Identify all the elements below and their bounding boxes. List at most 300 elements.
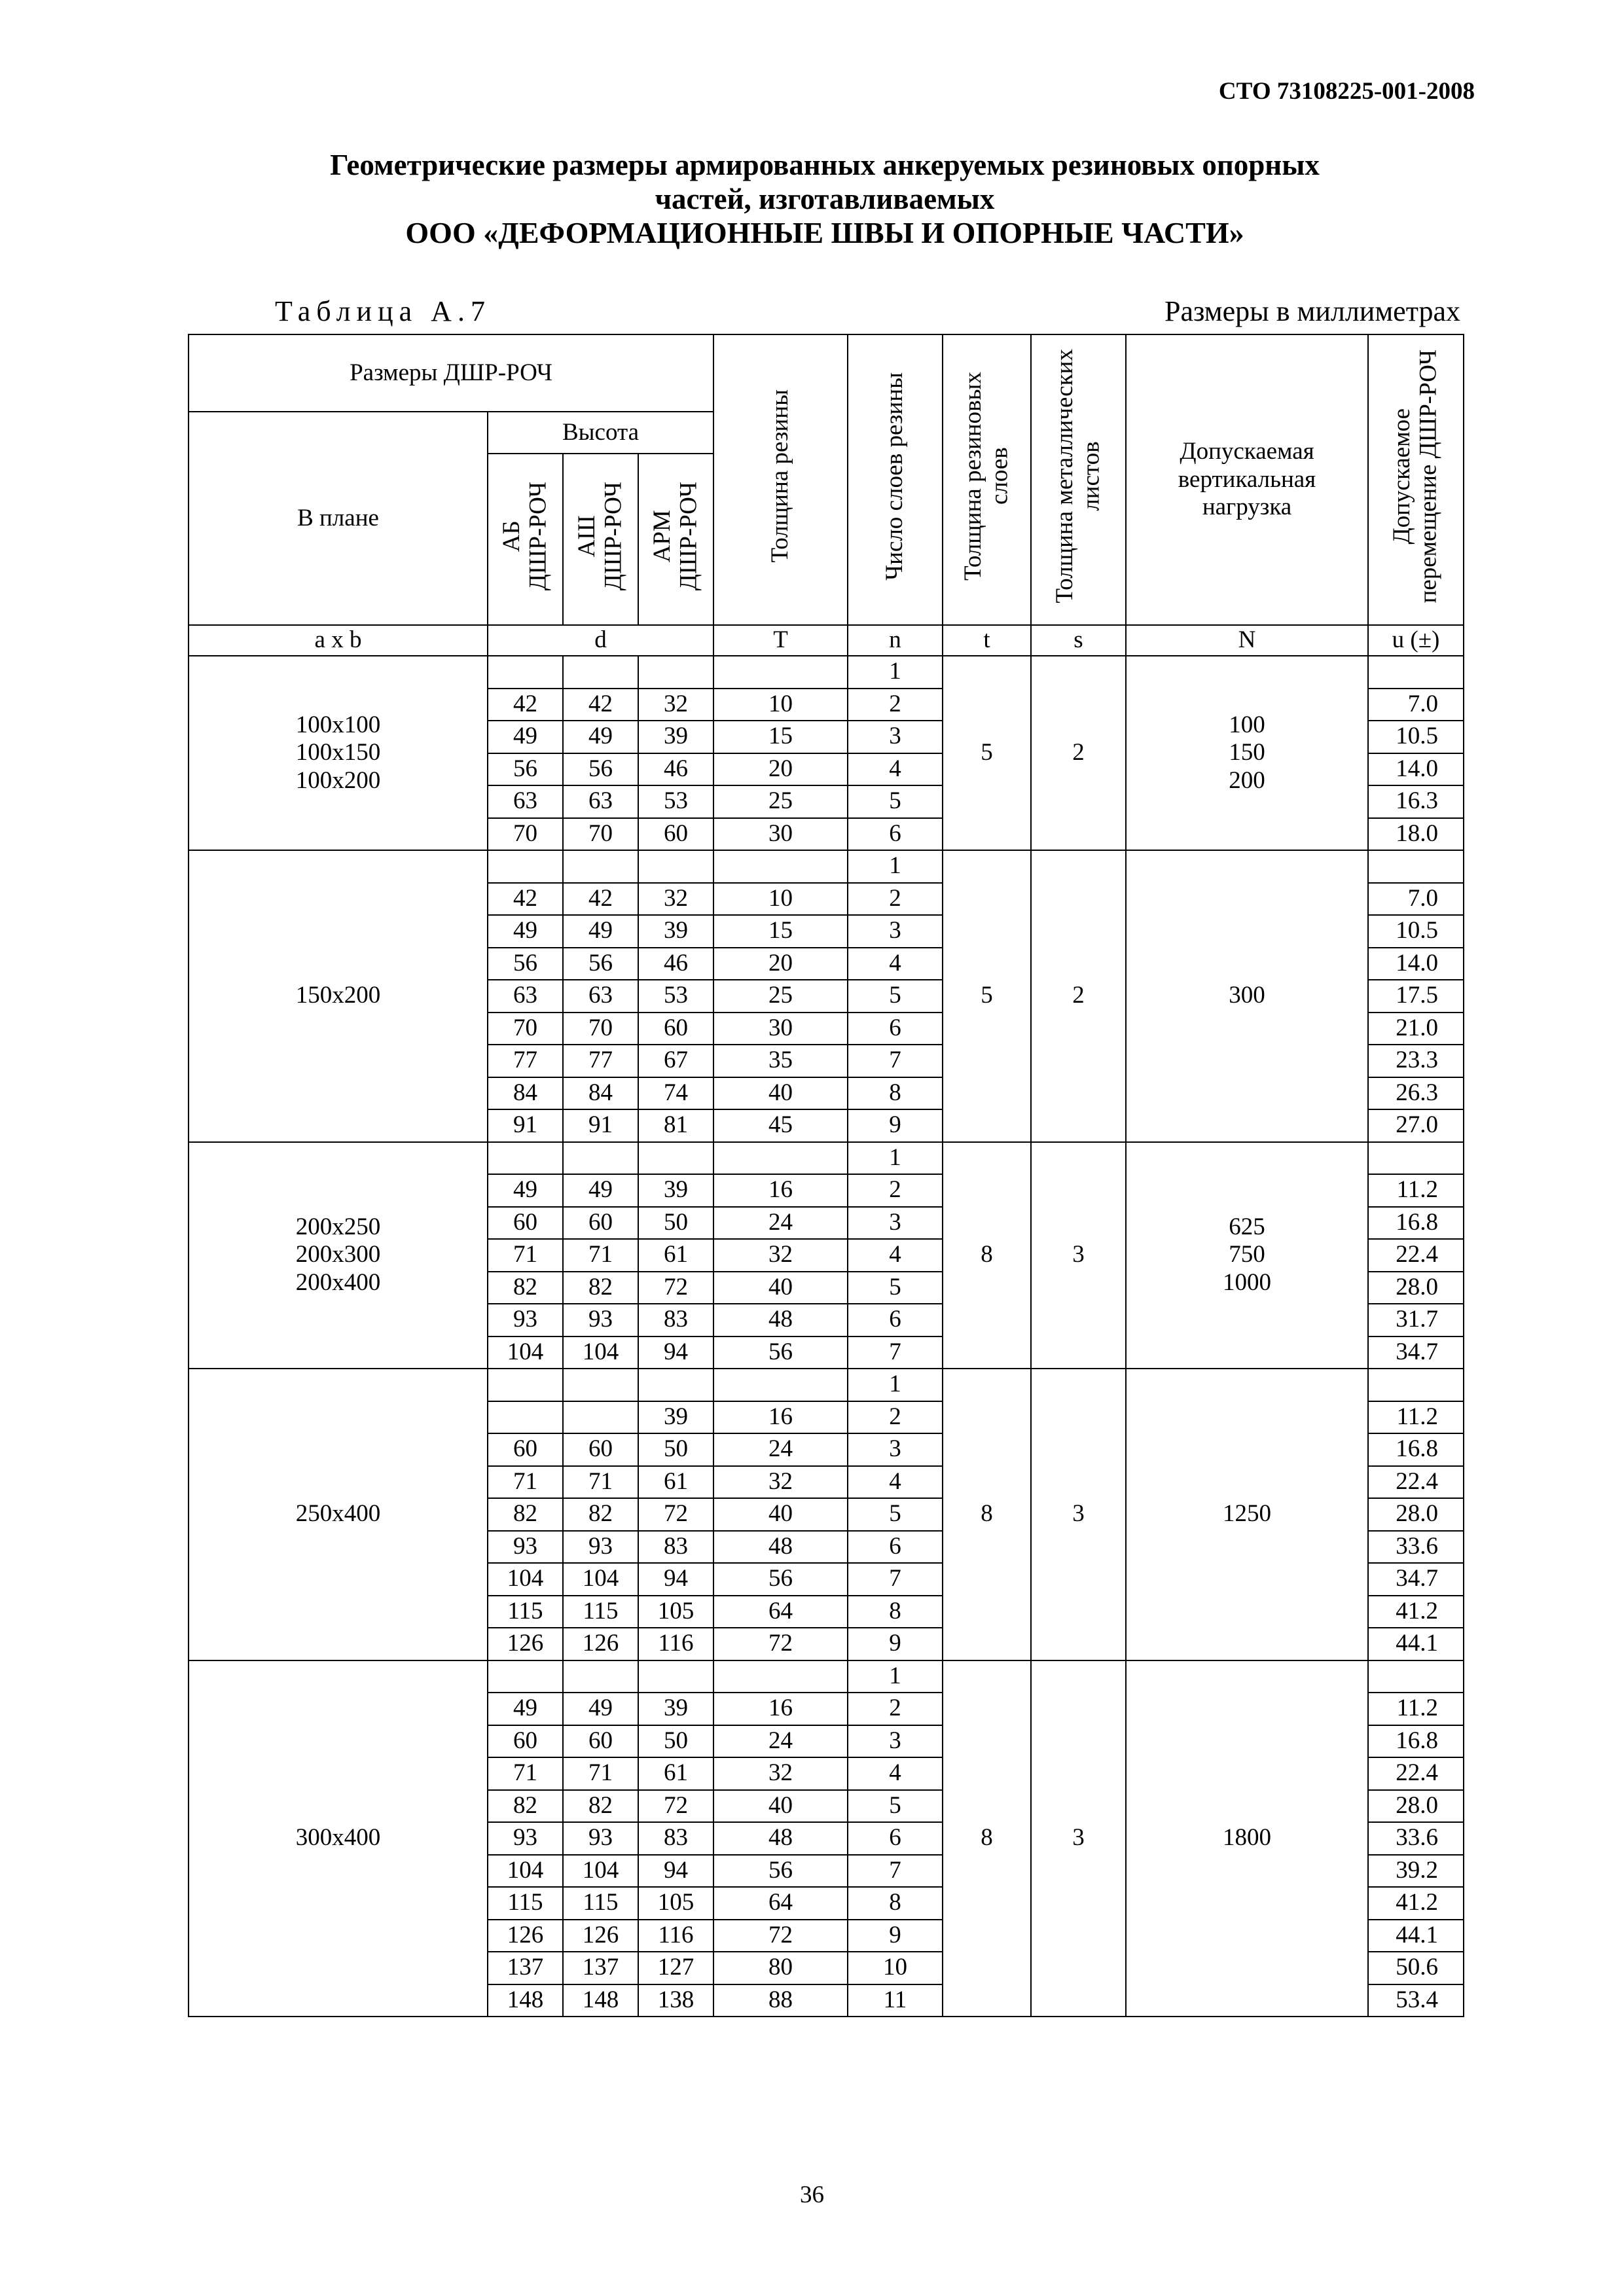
header-vertical-load-line-3: нагрузка: [1202, 493, 1292, 521]
rubber-thickness-cell: 40: [713, 1498, 848, 1531]
header-rubber-thickness: [713, 334, 848, 625]
height-arm-cell: [638, 656, 713, 689]
header-rubber-thickness-text: Толщина резины: [767, 389, 794, 563]
height-ab-cell: [488, 1142, 563, 1175]
height-ab-cell: 104: [488, 1855, 563, 1888]
displacement-cell: 33.6: [1368, 1531, 1464, 1564]
height-ash-cell: 60: [563, 1725, 638, 1758]
height-ash-cell: 49: [563, 1174, 638, 1207]
height-arm-cell: 116: [638, 1920, 713, 1952]
height-ash-cell: 70: [563, 818, 638, 851]
rubber-thickness-cell: [713, 1142, 848, 1175]
header-height-ash: [563, 454, 638, 625]
height-arm-cell: 105: [638, 1596, 713, 1628]
rubber-thickness-cell: 48: [713, 1304, 848, 1336]
rubber-thickness-cell: 32: [713, 1466, 848, 1499]
layer-count-cell: 2: [848, 1693, 943, 1725]
header-metal-thickness: [1031, 334, 1126, 625]
height-ash-cell: 104: [563, 1336, 638, 1369]
displacement-cell: 44.1: [1368, 1920, 1464, 1952]
displacement-cell: 39.2: [1368, 1855, 1464, 1888]
height-ab-cell: 60: [488, 1433, 563, 1466]
plan-size-cell-line: 100x100: [295, 711, 381, 738]
rubber-thickness-cell: 15: [713, 721, 848, 753]
displacement-cell: 16.8: [1368, 1433, 1464, 1466]
height-arm-cell: 72: [638, 1790, 713, 1823]
header-displacement-line-2: перемещение ДШР-РОЧ: [1415, 349, 1442, 603]
height-ab-cell: 60: [488, 1207, 563, 1240]
height-ash-cell: 63: [563, 980, 638, 1013]
height-ash-cell: 104: [563, 1563, 638, 1596]
rubber-thickness-cell: 20: [713, 753, 848, 786]
height-ab-cell: [488, 1401, 563, 1434]
height-ab-cell: [488, 1660, 563, 1693]
rubber-thickness-cell: [713, 1369, 848, 1401]
height-ab-cell: 49: [488, 721, 563, 753]
rubber-thickness-cell: 56: [713, 1563, 848, 1596]
displacement-cell: 11.2: [1368, 1174, 1464, 1207]
layer-thickness-cell: 8: [943, 1660, 1031, 2017]
height-arm-cell: 39: [638, 721, 713, 753]
layer-thickness-cell: 5: [943, 656, 1031, 850]
header-in-plan: В плане: [189, 412, 488, 625]
title-line-3: ООО «ДЕФОРМАЦИОННЫЕ ШВЫ И ОПОРНЫЕ ЧАСТИ»: [405, 216, 1244, 249]
rubber-thickness-cell: 30: [713, 818, 848, 851]
table-label: Таблица А.7: [275, 295, 491, 327]
title-line-2: частей, изготавливаемых: [655, 183, 995, 215]
symbol-N: N: [1126, 625, 1368, 656]
header-layer-count: [848, 334, 943, 625]
table-row: [189, 1142, 1464, 1175]
height-arm-cell: 50: [638, 1433, 713, 1466]
displacement-cell: 14.0: [1368, 948, 1464, 980]
header-metal-thickness-text: [1052, 349, 1105, 603]
height-ash-cell: 126: [563, 1628, 638, 1660]
displacement-cell: 17.5: [1368, 980, 1464, 1013]
table-row: [189, 1660, 1464, 1693]
displacement-cell: 27.0: [1368, 1109, 1464, 1142]
header-height-arm-text: [649, 482, 702, 590]
displacement-cell: 16.3: [1368, 785, 1464, 818]
symbol-s: s: [1031, 625, 1126, 656]
height-arm-cell: 32: [638, 883, 713, 916]
height-ash-cell: 115: [563, 1887, 638, 1920]
symbol-axb: a x b: [189, 625, 488, 656]
displacement-cell: [1368, 1369, 1464, 1401]
displacement-cell: 22.4: [1368, 1757, 1464, 1790]
rubber-thickness-cell: 40: [713, 1790, 848, 1823]
height-arm-cell: 50: [638, 1725, 713, 1758]
height-ab-cell: 126: [488, 1920, 563, 1952]
displacement-cell: 41.2: [1368, 1887, 1464, 1920]
header-height-ash-text: [574, 482, 627, 590]
document-title: [183, 148, 1466, 250]
vertical-load-cell-line: 300: [1229, 982, 1265, 1009]
layer-count-cell: 7: [848, 1563, 943, 1596]
header-layer-thickness-text: [960, 372, 1013, 581]
height-ash-cell: 82: [563, 1498, 638, 1531]
vertical-load-cell-line: 100: [1229, 711, 1265, 738]
height-arm-cell: 105: [638, 1887, 713, 1920]
layer-count-cell: 6: [848, 1304, 943, 1336]
header-height-arm-line-2: ДШР-РОЧ: [675, 481, 702, 590]
height-arm-cell: 50: [638, 1207, 713, 1240]
height-ash-cell: 60: [563, 1433, 638, 1466]
layer-count-cell: 10: [848, 1952, 943, 1984]
rubber-thickness-cell: 20: [713, 948, 848, 980]
layer-count-cell: 5: [848, 980, 943, 1013]
header-metal-thickness-line-2: листов: [1077, 441, 1105, 511]
rubber-thickness-cell: 72: [713, 1628, 848, 1660]
displacement-cell: 7.0: [1368, 689, 1464, 721]
vertical-load-cell-line: 1800: [1223, 1824, 1271, 1852]
height-ash-cell: 93: [563, 1531, 638, 1564]
header-height-ash-line-2: ДШР-РОЧ: [600, 481, 627, 590]
layer-count-cell: 6: [848, 1531, 943, 1564]
header-displacement: [1368, 334, 1464, 625]
header-vertical-load-line-1: Допускаемая: [1180, 438, 1314, 465]
displacement-cell: [1368, 850, 1464, 883]
vertical-load-cell-line: 200: [1229, 766, 1265, 794]
height-arm-cell: [638, 1142, 713, 1175]
displacement-cell: 26.3: [1368, 1077, 1464, 1110]
height-arm-cell: 61: [638, 1239, 713, 1272]
layer-count-cell: 1: [848, 850, 943, 883]
height-ab-cell: 49: [488, 1174, 563, 1207]
layer-count-cell: 2: [848, 883, 943, 916]
vertical-load-cell: [1126, 656, 1368, 850]
height-ab-cell: 56: [488, 753, 563, 786]
height-ash-cell: 42: [563, 883, 638, 916]
height-arm-cell: 39: [638, 1693, 713, 1725]
header-height-arm-line-1: АРМ: [648, 509, 676, 562]
layer-count-cell: 5: [848, 785, 943, 818]
vertical-load-cell-line: 150: [1229, 739, 1265, 766]
rubber-thickness-cell: 25: [713, 980, 848, 1013]
header-height-group: Высота: [488, 412, 713, 454]
layer-count-cell: 8: [848, 1887, 943, 1920]
header-dims-group: Размеры ДШР-РОЧ: [189, 334, 713, 412]
symbol-n: n: [848, 625, 943, 656]
rubber-thickness-cell: [713, 656, 848, 689]
height-ash-cell: 104: [563, 1855, 638, 1888]
header-height-ab-line-2: ДШР-РОЧ: [524, 481, 552, 590]
layer-count-cell: 7: [848, 1855, 943, 1888]
height-arm-cell: 46: [638, 948, 713, 980]
height-arm-cell: 83: [638, 1304, 713, 1336]
height-ab-cell: 70: [488, 818, 563, 851]
height-ab-cell: 82: [488, 1498, 563, 1531]
height-arm-cell: 60: [638, 818, 713, 851]
displacement-cell: 41.2: [1368, 1596, 1464, 1628]
plan-size-cell: [189, 850, 488, 1142]
table-row: [189, 1369, 1464, 1401]
height-arm-cell: 74: [638, 1077, 713, 1110]
height-ash-cell: 71: [563, 1239, 638, 1272]
height-ash-cell: 49: [563, 1693, 638, 1725]
header-height-ab-text: [499, 482, 552, 590]
height-ab-cell: 104: [488, 1336, 563, 1369]
height-ab-cell: 71: [488, 1757, 563, 1790]
layer-count-cell: 3: [848, 721, 943, 753]
height-ab-cell: 42: [488, 689, 563, 721]
height-ash-cell: 49: [563, 915, 638, 948]
rubber-thickness-cell: 24: [713, 1433, 848, 1466]
rubber-thickness-cell: 32: [713, 1757, 848, 1790]
height-arm-cell: 116: [638, 1628, 713, 1660]
layer-count-cell: 4: [848, 1466, 943, 1499]
displacement-cell: 28.0: [1368, 1498, 1464, 1531]
displacement-cell: [1368, 656, 1464, 689]
height-ab-cell: 71: [488, 1239, 563, 1272]
rubber-thickness-cell: 80: [713, 1952, 848, 1984]
displacement-cell: 33.6: [1368, 1822, 1464, 1855]
height-ab-cell: 82: [488, 1790, 563, 1823]
rubber-thickness-cell: 88: [713, 1984, 848, 2017]
layer-count-cell: 7: [848, 1045, 943, 1077]
height-ab-cell: 63: [488, 980, 563, 1013]
rubber-thickness-cell: 48: [713, 1822, 848, 1855]
rubber-thickness-cell: 24: [713, 1725, 848, 1758]
plan-size-cell-line: 200x250: [295, 1213, 381, 1240]
height-ash-cell: 82: [563, 1272, 638, 1304]
layer-count-cell: 4: [848, 1239, 943, 1272]
units-note: Размеры в миллиметрах: [1164, 295, 1460, 327]
height-ash-cell: 77: [563, 1045, 638, 1077]
layer-count-cell: 1: [848, 1369, 943, 1401]
symbol-T: T: [713, 625, 848, 656]
layer-count-cell: 5: [848, 1272, 943, 1304]
header-height-arm: [638, 454, 713, 625]
height-arm-cell: 61: [638, 1466, 713, 1499]
plan-size-cell-line: 100x150: [295, 739, 381, 766]
header-layer-count-text: Число слоев резины: [881, 372, 909, 581]
height-ash-cell: 91: [563, 1109, 638, 1142]
height-ab-cell: 84: [488, 1077, 563, 1110]
height-arm-cell: 94: [638, 1855, 713, 1888]
layer-count-cell: 9: [848, 1920, 943, 1952]
layer-count-cell: 6: [848, 1013, 943, 1045]
symbol-u: u (±): [1368, 625, 1464, 656]
layer-count-cell: 7: [848, 1336, 943, 1369]
symbol-d: d: [488, 625, 713, 656]
height-ab-cell: [488, 850, 563, 883]
rubber-thickness-cell: 45: [713, 1109, 848, 1142]
layer-count-cell: 5: [848, 1498, 943, 1531]
height-ash-cell: 63: [563, 785, 638, 818]
vertical-load-cell: [1126, 850, 1368, 1142]
displacement-cell: 53.4: [1368, 1984, 1464, 2017]
height-ab-cell: 104: [488, 1563, 563, 1596]
dimensions-table: [188, 334, 1464, 2017]
displacement-cell: 7.0: [1368, 883, 1464, 916]
plan-size-cell-line: 200x300: [295, 1241, 381, 1268]
height-ab-cell: 77: [488, 1045, 563, 1077]
plan-size-cell: [189, 1369, 488, 1660]
height-ash-cell: 56: [563, 948, 638, 980]
layer-count-cell: 3: [848, 1207, 943, 1240]
height-ash-cell: 93: [563, 1304, 638, 1336]
rubber-thickness-cell: [713, 850, 848, 883]
rubber-thickness-cell: 40: [713, 1077, 848, 1110]
layer-count-cell: 8: [848, 1596, 943, 1628]
height-arm-cell: 72: [638, 1498, 713, 1531]
displacement-cell: [1368, 1142, 1464, 1175]
layer-thickness-cell: 5: [943, 850, 1031, 1142]
displacement-cell: 10.5: [1368, 721, 1464, 753]
height-ash-cell: 84: [563, 1077, 638, 1110]
header-vertical-load-line-2: вертикальная: [1178, 465, 1316, 493]
layer-count-cell: 5: [848, 1790, 943, 1823]
table-row: [189, 850, 1464, 883]
plan-size-cell-line: 250x400: [295, 1500, 381, 1528]
displacement-cell: 10.5: [1368, 915, 1464, 948]
displacement-cell: 22.4: [1368, 1239, 1464, 1272]
height-ab-cell: 93: [488, 1531, 563, 1564]
height-ash-cell: 70: [563, 1013, 638, 1045]
height-arm-cell: 46: [638, 753, 713, 786]
displacement-cell: 16.8: [1368, 1725, 1464, 1758]
header-displacement-line-1: Допускаемое: [1388, 408, 1416, 545]
height-ab-cell: 56: [488, 948, 563, 980]
rubber-thickness-cell: 30: [713, 1013, 848, 1045]
height-arm-cell: 39: [638, 915, 713, 948]
displacement-cell: 28.0: [1368, 1790, 1464, 1823]
height-ash-cell: 126: [563, 1920, 638, 1952]
rubber-thickness-cell: 10: [713, 883, 848, 916]
height-ash-cell: [563, 850, 638, 883]
height-ash-cell: [563, 1369, 638, 1401]
displacement-cell: 11.2: [1368, 1693, 1464, 1725]
displacement-cell: 34.7: [1368, 1336, 1464, 1369]
height-ab-cell: 49: [488, 915, 563, 948]
layer-count-cell: 2: [848, 1401, 943, 1434]
displacement-cell: 21.0: [1368, 1013, 1464, 1045]
displacement-cell: 50.6: [1368, 1952, 1464, 1984]
plan-size-cell: [189, 1660, 488, 2017]
height-ab-cell: 71: [488, 1466, 563, 1499]
layer-count-cell: 9: [848, 1628, 943, 1660]
height-arm-cell: 32: [638, 689, 713, 721]
layer-count-cell: 11: [848, 1984, 943, 2017]
rubber-thickness-cell: 35: [713, 1045, 848, 1077]
height-arm-cell: [638, 850, 713, 883]
height-arm-cell: 67: [638, 1045, 713, 1077]
vertical-load-cell-line: 1000: [1223, 1269, 1271, 1297]
rubber-thickness-cell: [713, 1660, 848, 1693]
header-layer-thickness-line-1: Толщина резиновых: [959, 372, 986, 581]
header-layer-thickness: [943, 334, 1031, 625]
rubber-thickness-cell: 40: [713, 1272, 848, 1304]
table-body: [189, 656, 1464, 2017]
layer-count-cell: 6: [848, 1822, 943, 1855]
header-metal-thickness-line-1: Толщина металлических: [1051, 349, 1078, 604]
header-displacement-text: [1389, 350, 1442, 603]
layer-count-cell: 3: [848, 1725, 943, 1758]
height-arm-cell: 127: [638, 1952, 713, 1984]
height-ash-cell: 82: [563, 1790, 638, 1823]
height-ab-cell: 49: [488, 1693, 563, 1725]
plan-size-cell-line: 200x400: [295, 1269, 381, 1297]
plan-size-cell-line: 300x400: [295, 1824, 381, 1852]
height-arm-cell: [638, 1660, 713, 1693]
height-ab-cell: 115: [488, 1887, 563, 1920]
rubber-thickness-cell: 16: [713, 1401, 848, 1434]
rubber-thickness-cell: 64: [713, 1887, 848, 1920]
height-ash-cell: [563, 1401, 638, 1434]
rubber-thickness-cell: 15: [713, 915, 848, 948]
displacement-cell: [1368, 1660, 1464, 1693]
plan-size-cell: [189, 1142, 488, 1369]
displacement-cell: 34.7: [1368, 1563, 1464, 1596]
layer-count-cell: 4: [848, 948, 943, 980]
height-ash-cell: 60: [563, 1207, 638, 1240]
height-ab-cell: 93: [488, 1304, 563, 1336]
layer-count-cell: 4: [848, 1757, 943, 1790]
layer-count-cell: 3: [848, 1433, 943, 1466]
height-arm-cell: 83: [638, 1822, 713, 1855]
layer-count-cell: 8: [848, 1077, 943, 1110]
layer-count-cell: 1: [848, 656, 943, 689]
height-ab-cell: 70: [488, 1013, 563, 1045]
height-arm-cell: 83: [638, 1531, 713, 1564]
metal-thickness-cell: 3: [1031, 1142, 1126, 1369]
header-height-ab-line-1: АБ: [497, 520, 525, 552]
height-ash-cell: 56: [563, 753, 638, 786]
displacement-cell: 11.2: [1368, 1401, 1464, 1434]
height-arm-cell: 60: [638, 1013, 713, 1045]
height-arm-cell: 53: [638, 980, 713, 1013]
header-vertical-load: [1126, 334, 1368, 625]
height-ab-cell: 60: [488, 1725, 563, 1758]
rubber-thickness-cell: 64: [713, 1596, 848, 1628]
height-ab-cell: [488, 1369, 563, 1401]
height-ash-cell: 93: [563, 1822, 638, 1855]
height-arm-cell: 94: [638, 1563, 713, 1596]
rubber-thickness-cell: 72: [713, 1920, 848, 1952]
height-arm-cell: 39: [638, 1401, 713, 1434]
metal-thickness-cell: 2: [1031, 850, 1126, 1142]
height-ash-cell: 49: [563, 721, 638, 753]
title-line-1: Геометрические размеры армированных анкеруемых резиновых опорных: [330, 149, 1320, 181]
rubber-thickness-cell: 16: [713, 1174, 848, 1207]
height-ab-cell: 137: [488, 1952, 563, 1984]
height-ash-cell: [563, 656, 638, 689]
height-ab-cell: 42: [488, 883, 563, 916]
rubber-thickness-cell: 24: [713, 1207, 848, 1240]
vertical-load-cell: [1126, 1369, 1368, 1660]
displacement-cell: 16.8: [1368, 1207, 1464, 1240]
vertical-load-cell: [1126, 1142, 1368, 1369]
displacement-cell: 31.7: [1368, 1304, 1464, 1336]
height-ash-cell: 148: [563, 1984, 638, 2017]
height-ab-cell: 93: [488, 1822, 563, 1855]
header-height-ash-line-1: АШ: [573, 514, 600, 557]
metal-thickness-cell: 2: [1031, 656, 1126, 850]
metal-thickness-cell: 3: [1031, 1369, 1126, 1660]
height-arm-cell: 39: [638, 1174, 713, 1207]
height-arm-cell: 72: [638, 1272, 713, 1304]
metal-thickness-cell: 3: [1031, 1660, 1126, 2017]
layer-count-cell: 1: [848, 1660, 943, 1693]
plan-size-cell: [189, 656, 488, 850]
symbol-t: t: [943, 625, 1031, 656]
header-layer-thickness-line-2: слоев: [986, 447, 1013, 505]
height-ash-cell: [563, 1142, 638, 1175]
height-ash-cell: 137: [563, 1952, 638, 1984]
page-number: 36: [800, 2181, 824, 2208]
displacement-cell: 18.0: [1368, 818, 1464, 851]
